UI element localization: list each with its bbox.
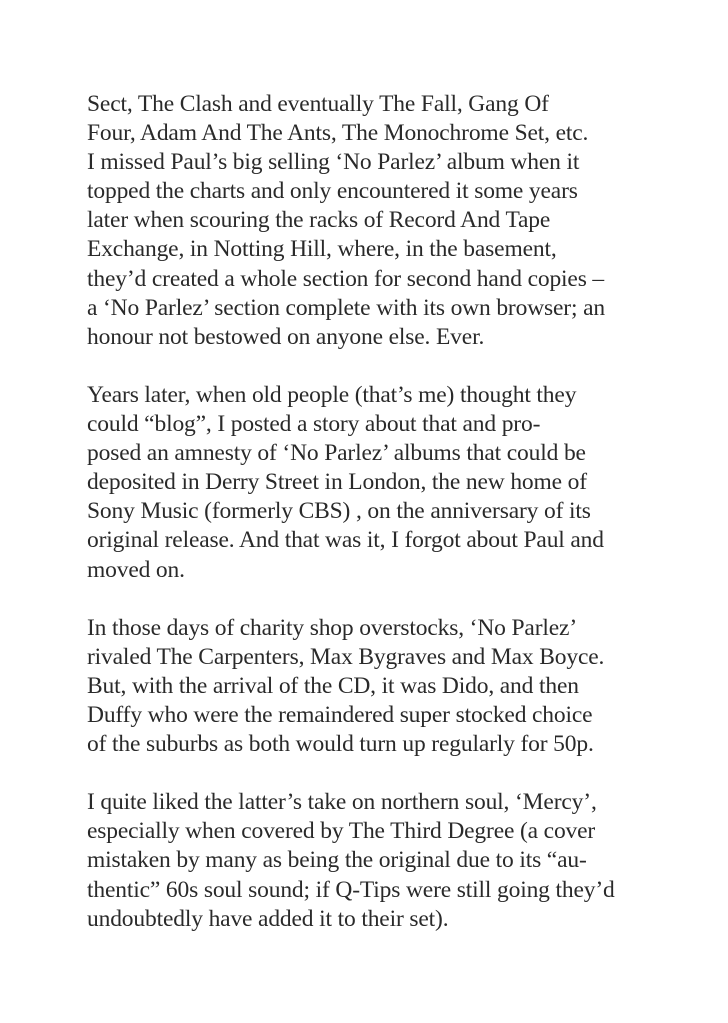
text-line: they’d created a whole section for second hand copies – bbox=[87, 265, 605, 292]
text-line: Sony Music (formerly CBS) , on the anniversary of its bbox=[87, 498, 591, 525]
text-line: deposited in Derry Street in London, the new home of bbox=[87, 469, 587, 496]
text-line: In those days of charity shop overstocks, ‘No Parlez’ bbox=[87, 614, 577, 641]
text-line: later when scouring the racks of Record And Tape bbox=[87, 207, 551, 234]
text-line: Sect, The Clash and eventually The Fall, Gang Of bbox=[87, 91, 549, 117]
paragraph-4 bbox=[87, 788, 657, 933]
text-line: rivaled The Carpenters, Max Bygraves and Max Boyce. bbox=[87, 643, 605, 670]
text-line: original release. And that was it, I forgot about Paul and bbox=[87, 527, 604, 554]
text-line: I quite liked the latter’s take on northern soul, ‘Mercy’, bbox=[87, 789, 597, 816]
text-line: moved on. bbox=[87, 556, 185, 583]
paragraph-2 bbox=[87, 381, 657, 585]
text-line: of the suburbs as both would turn up regularly for 50p. bbox=[87, 731, 594, 758]
text-line: mistaken by many as being the original due to its “au- bbox=[87, 847, 587, 874]
text-line: Duffy who were the remaindered super stocked choice bbox=[87, 701, 593, 728]
text-line: posed an amnesty of ‘No Parlez’ albums that could be bbox=[87, 440, 586, 467]
text-line: a ‘No Parlez’ section complete with its own browser; an bbox=[87, 294, 605, 321]
text-line: undoubtedly have added it to their set). bbox=[87, 905, 449, 932]
text-line: topped the charts and only encountered it some years bbox=[87, 178, 578, 205]
text-line: Four, Adam And The Ants, The Monochrome Set, etc. bbox=[87, 120, 589, 147]
document-page bbox=[87, 90, 657, 963]
text-line: thentic” 60s soul sound; if Q-Tips were still going they’d bbox=[87, 876, 615, 903]
text-line: honour not bestowed on anyone else. Ever. bbox=[87, 323, 485, 350]
text-line: Years later, when old people (that’s me) thought they bbox=[87, 381, 577, 408]
text-line: But, with the arrival of the CD, it was Dido, and then bbox=[87, 672, 579, 699]
text-line: could “blog”, I posted a story about that and pro- bbox=[87, 411, 541, 438]
paragraph-3 bbox=[87, 614, 657, 759]
text-line: Exchange, in Notting Hill, where, in the basement, bbox=[87, 236, 557, 263]
text-line: I missed Paul’s big selling ‘No Parlez’ album when it bbox=[87, 149, 580, 176]
paragraph-1 bbox=[87, 90, 657, 352]
text-line: especially when covered by The Third Degree (a cover bbox=[87, 818, 596, 845]
